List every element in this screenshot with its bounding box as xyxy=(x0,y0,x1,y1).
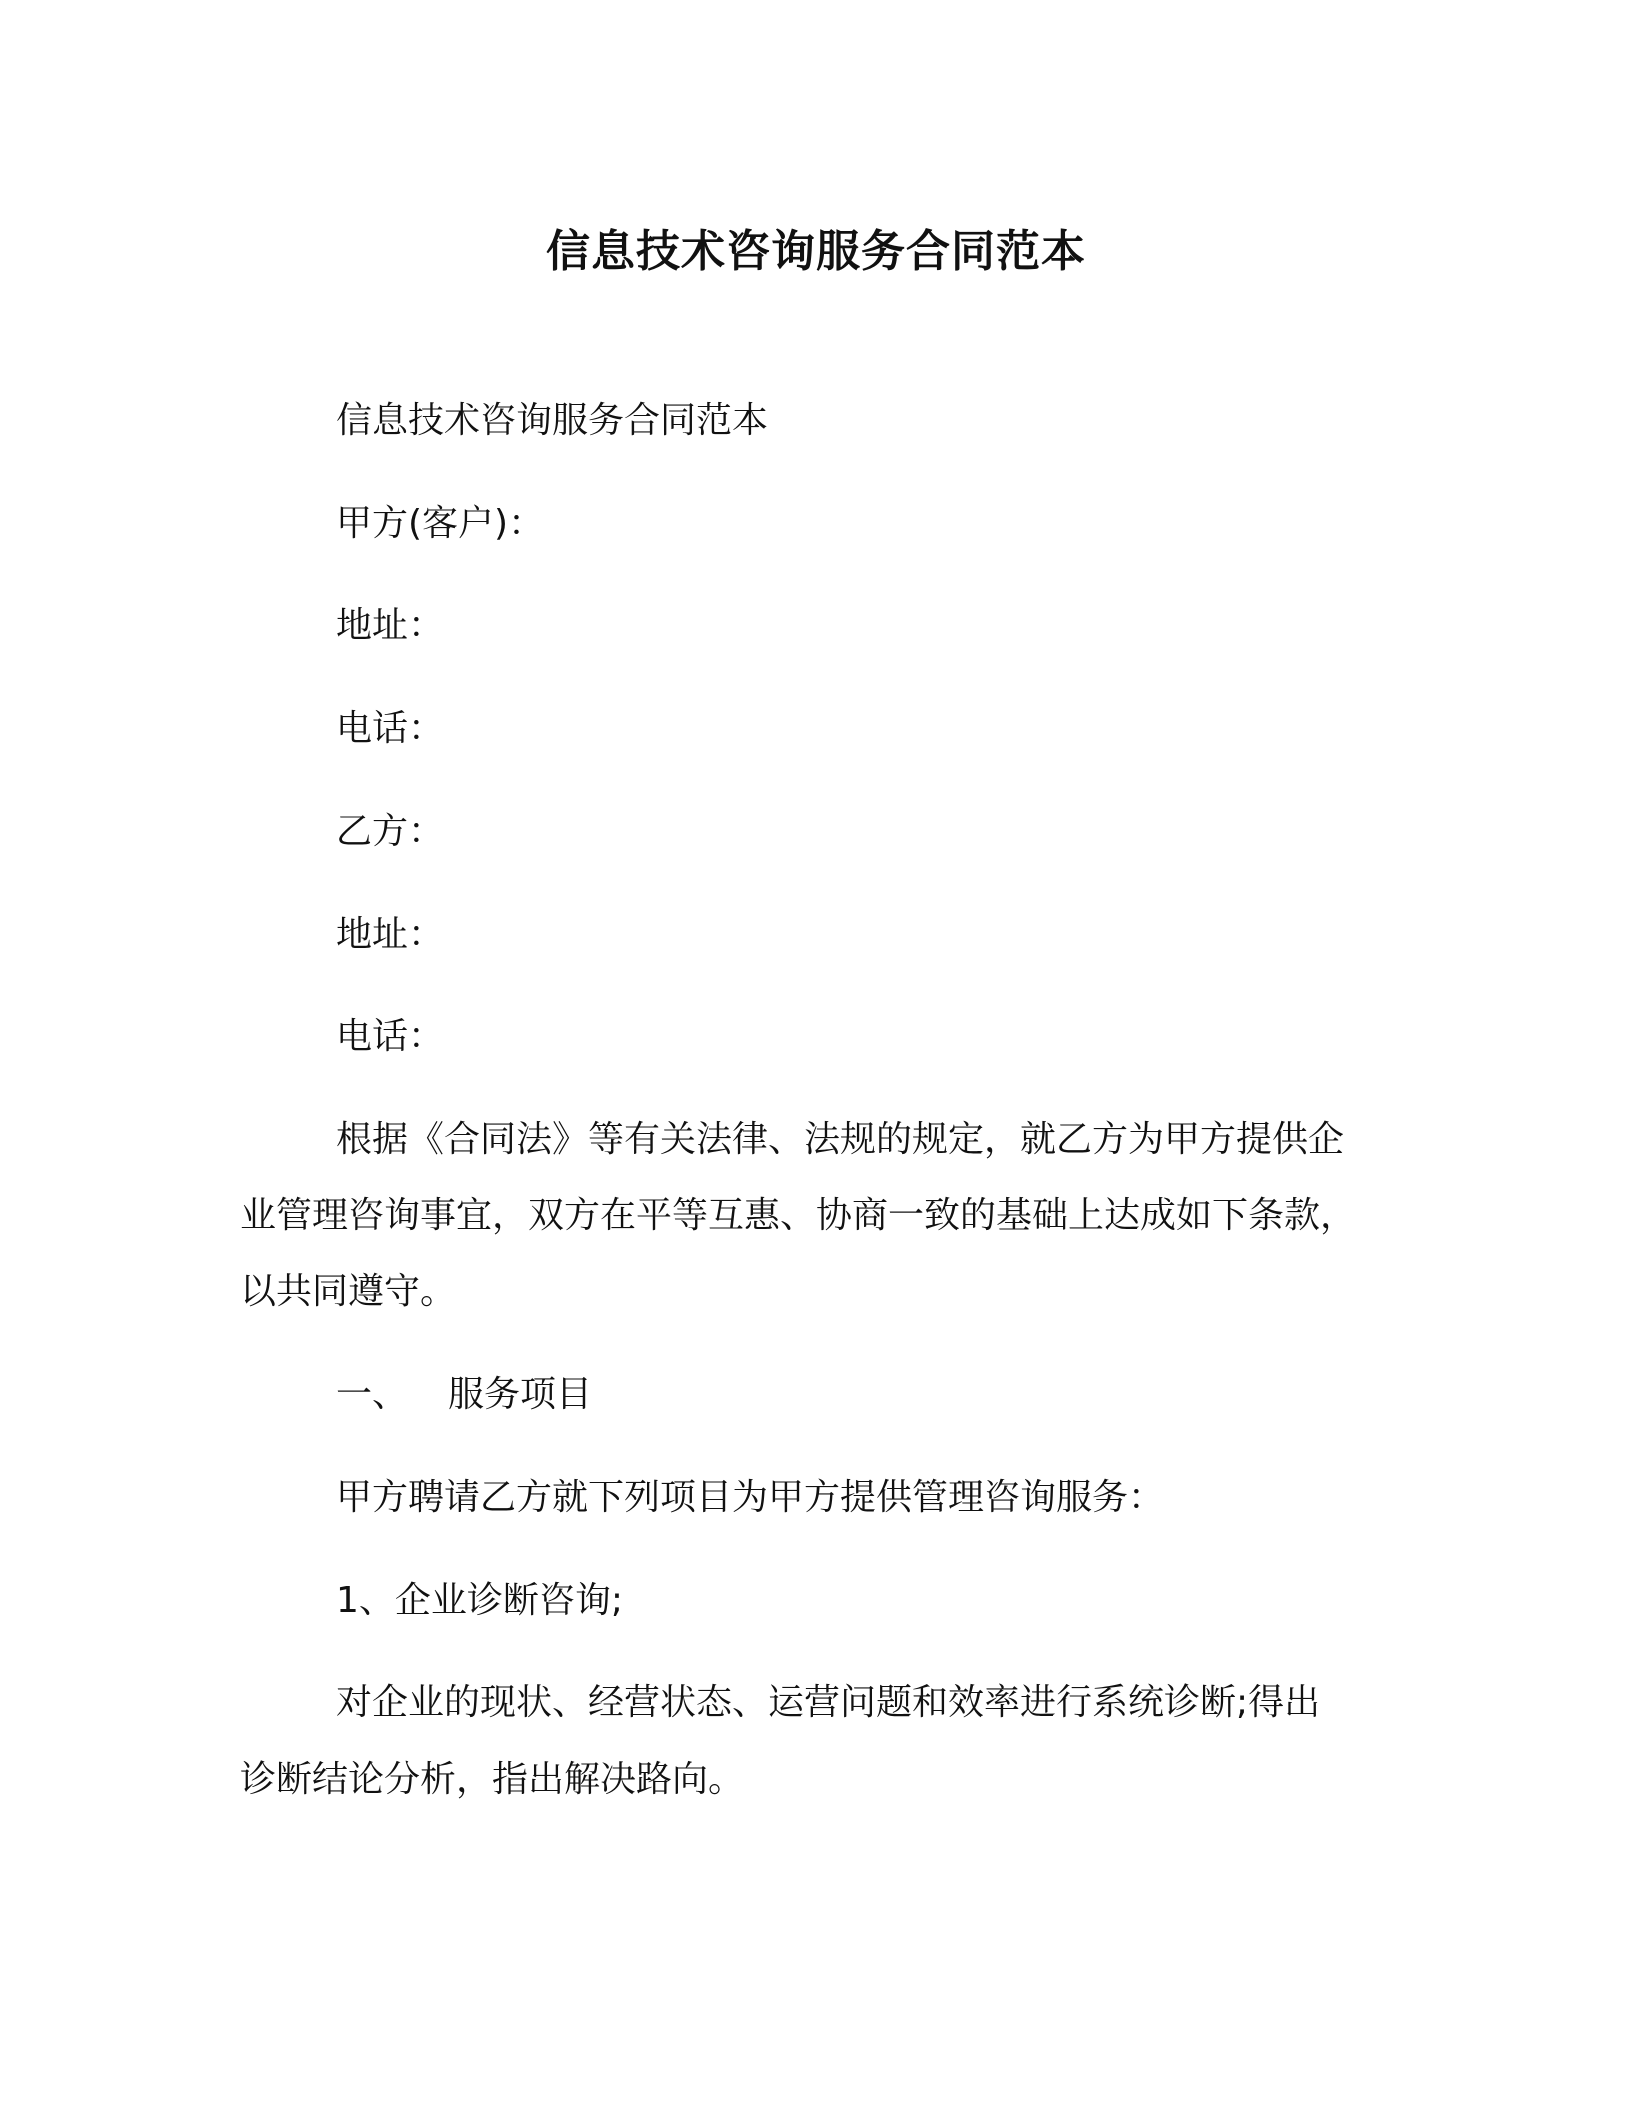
party-a-label: 甲方(客户)： xyxy=(336,503,545,544)
preamble-line-3: 以共同遵守。 xyxy=(240,1271,457,1312)
party-a-phone-label: 电话： xyxy=(336,708,445,749)
section-1-item-1-label: 1、企业诊断咨询; xyxy=(336,1580,624,1621)
document-title: 信息技术咨询服务合同范本 xyxy=(546,226,1086,277)
preamble-line-2: 业管理咨询事宜，双方在平等互惠、协商一致的基础上达成如下条款， xyxy=(240,1195,1357,1236)
section-1-item-1-desc-line-2: 诊断结论分析，指出解决路向。 xyxy=(240,1759,745,1800)
party-b-label: 乙方： xyxy=(336,811,445,852)
section-1-heading xyxy=(336,1372,592,1418)
document-subtitle: 信息技术咨询服务合同范本 xyxy=(336,400,769,441)
section-1-item-1-desc-line-1: 对企业的现状、经营状态、运营问题和效率进行系统诊断;得出 xyxy=(336,1682,1321,1723)
section-1-title: 服务项目 xyxy=(448,1374,593,1415)
section-1-intro: 甲方聘请乙方就下列项目为甲方提供管理咨询服务： xyxy=(336,1477,1165,1518)
party-b-phone-label: 电话： xyxy=(336,1016,445,1057)
party-b-address-label: 地址： xyxy=(336,914,445,955)
party-a-address-label: 地址： xyxy=(336,605,445,646)
preamble-line-1: 根据《合同法》等有关法律、法规的规定，就乙方为甲方提供企 xyxy=(336,1119,1345,1160)
section-1-number: 一、 xyxy=(336,1374,409,1415)
